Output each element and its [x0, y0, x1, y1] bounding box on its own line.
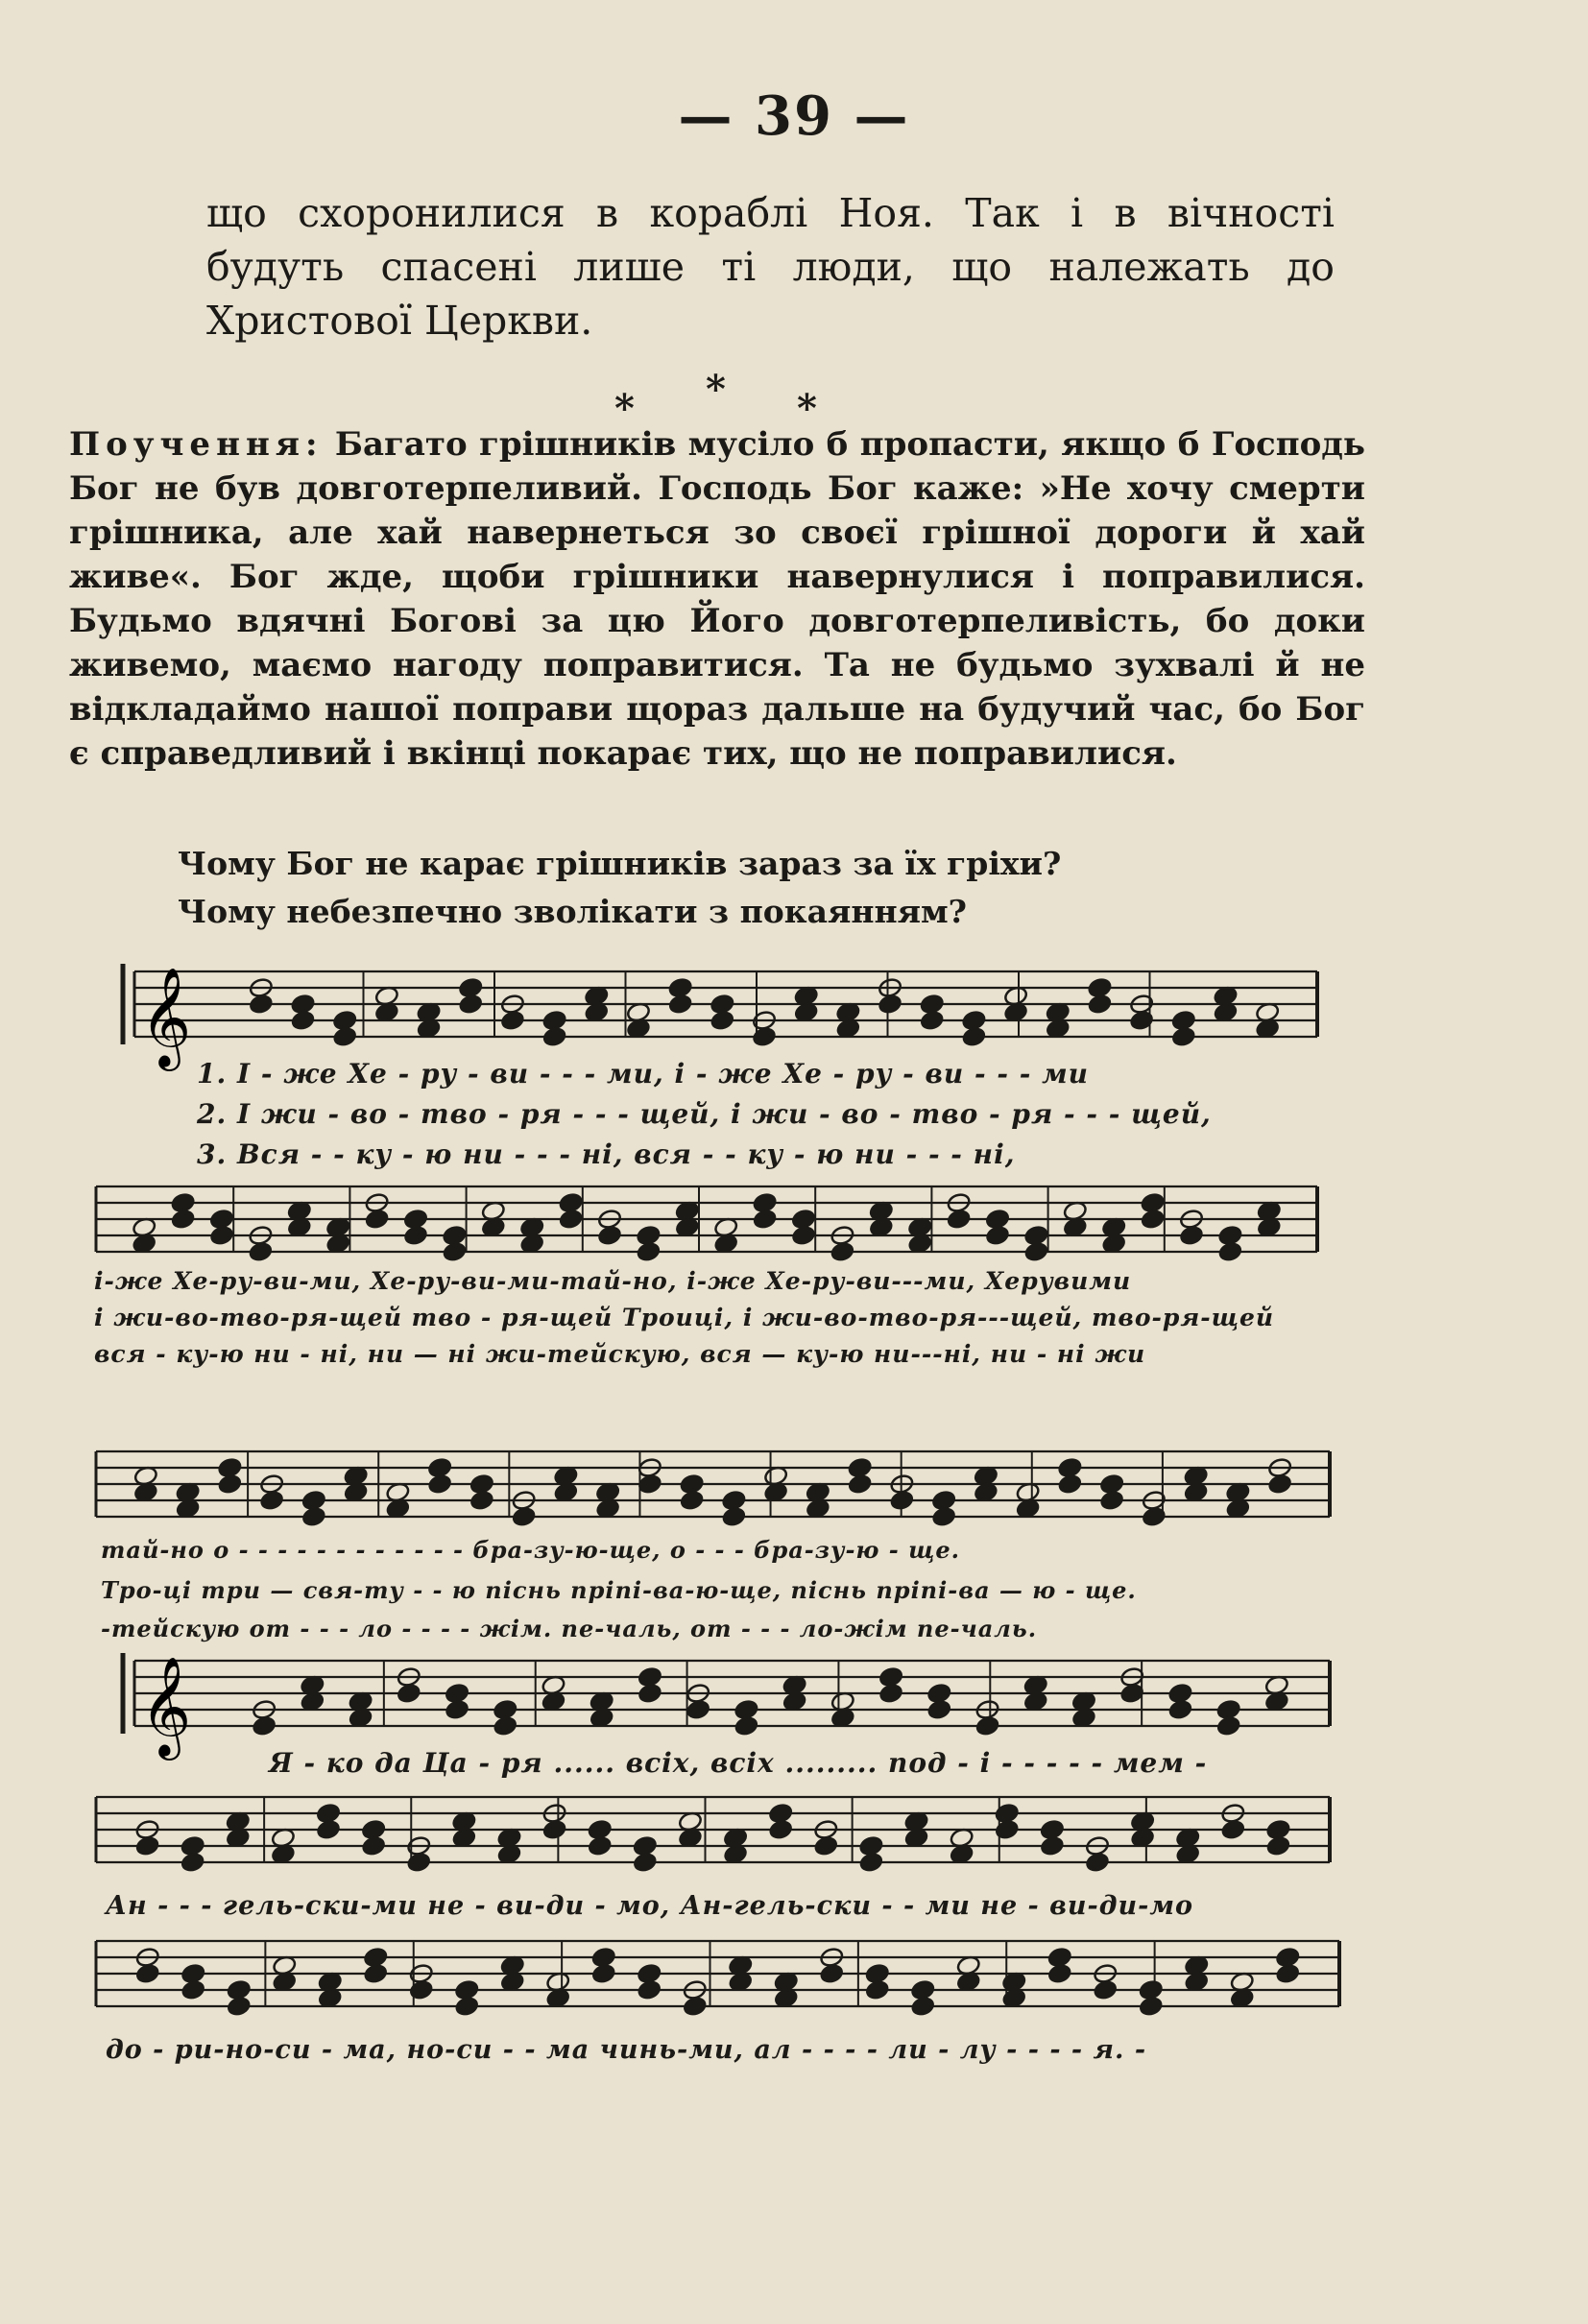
note-head — [1047, 1963, 1072, 1985]
note-head — [721, 1506, 746, 1528]
note-head — [1087, 994, 1112, 1016]
note-head — [559, 1209, 584, 1231]
note-head — [180, 1852, 205, 1874]
note-head — [791, 1225, 816, 1247]
note-head — [493, 1715, 517, 1737]
note-head — [633, 1852, 658, 1874]
lyric-line: Ан - - - гель-ски-ми не - ви-ди - мо, Ан-гель-ски - - ми не - ви-ди-мо — [106, 1891, 1194, 1921]
note-head — [636, 1241, 661, 1263]
note-head — [910, 1996, 935, 2018]
note-head — [363, 1963, 388, 1985]
note-head — [409, 1979, 434, 2001]
note-head — [1179, 1225, 1204, 1247]
lyric-line: -тейскую от - - - ло - - - - жім. пе-чаль, от - - - ло-жім пе-чаль. — [101, 1615, 1038, 1642]
lyric-line: і-же Хе-ру-ви-ми, Хе-ру-ви-ми-тай-но, і-же Хе-ру-ви---ми, Херувими — [94, 1267, 1132, 1295]
note-head — [752, 1026, 777, 1048]
note-head — [542, 1819, 567, 1841]
note-head — [985, 1225, 1010, 1247]
note-head — [171, 1209, 196, 1231]
note-head — [753, 1209, 778, 1231]
note-head — [947, 1209, 972, 1231]
note-head — [512, 1506, 537, 1528]
note-head — [926, 1699, 951, 1721]
note-head — [638, 1473, 662, 1496]
lyric-line: Тро-ці три — свя-ту - - ю піснь пріпі-ва-ю-ще, піснь пріпі-ва — ю - ще. — [101, 1576, 1137, 1604]
note-head — [259, 1490, 284, 1512]
note-head — [686, 1699, 710, 1721]
question-1: Чому Бог не карає грішників зараз за їх гріхи? — [178, 845, 1062, 882]
lesson-text: Багато грішників мусіло б пропасти, якщо б Господь Бог не був довготерпеливий. Господь Бог каже: »Не хочу смерти грішника, але хай навернеться зо своєї грішної дороги й хай живе«. Бог жде, щоби грішники навернулися і поправилися. Будьмо вдячні Богові за цю Його довготерпеливість, бо доки живемо, маємо нагоду поправитися. Та не будьмо зухвалі й не відкладаймо нашої поправи щораз дальше на будучий час, бо Бог є справедливий і вкінці покарає тих, що не поправилися. — [69, 425, 1365, 773]
note-head — [1099, 1490, 1124, 1512]
note-head — [454, 1996, 479, 2018]
note-head — [683, 1996, 708, 2018]
note-head — [734, 1715, 758, 1737]
lyric-line: 2. І жи - во - тво - ря - - - щей, і жи - во - тво - ря - - - щей, — [197, 1098, 1212, 1130]
note-head — [403, 1225, 428, 1247]
note-head — [542, 1026, 567, 1048]
note-head — [865, 1979, 890, 2001]
note-head — [1275, 1963, 1300, 1985]
note-head — [1139, 1996, 1164, 2018]
question-2: Чому небезпечно зволікати з покаянням? — [178, 893, 968, 930]
note-head — [1217, 1241, 1242, 1263]
opening-paragraph: що схоронилися в кораблі Ноя. Так і в вічності будуть спасені лише ті люди, що належать до Христової Церкви. — [206, 190, 1335, 344]
note-head — [1171, 1026, 1196, 1048]
lyric-line: Я - ко да Ца - ря ...... всіх, всіх ......... под - і - - - - - мем - — [269, 1747, 1208, 1779]
treble-clef: 𝄞 — [140, 967, 192, 1067]
note-head — [813, 1835, 838, 1857]
note-head — [252, 1715, 277, 1737]
note-head — [180, 1979, 205, 2001]
note-head — [878, 994, 902, 1016]
note-head — [920, 1010, 945, 1032]
note-head — [1267, 1473, 1292, 1496]
separator-star: * — [614, 386, 635, 431]
note-head — [1167, 1699, 1192, 1721]
lyric-line: тай-но о - - - - - - - - - - - - бра-зу-ю-ще, о - - - бра-зу-ю - ще. — [101, 1536, 960, 1564]
note-head — [227, 1996, 252, 2018]
lyric-line: 1. І - же Хе - ру - ви - - - ми, і - же Хе - ру - ви - - - ми — [197, 1058, 1090, 1090]
note-head — [1216, 1715, 1241, 1737]
note-head — [1085, 1852, 1110, 1874]
note-head — [710, 1010, 734, 1032]
note-head — [680, 1490, 705, 1512]
note-head — [668, 994, 693, 1016]
note-head — [637, 1979, 662, 2001]
note-head — [365, 1209, 390, 1231]
note-head — [974, 1715, 999, 1737]
separator-star: * — [797, 386, 817, 431]
note-head — [316, 1819, 341, 1841]
page-number: — 39 — — [678, 84, 910, 148]
note-head — [134, 1835, 159, 1857]
lyric-line: вся - ку-ю ни - ні, ни — ні жи-тейскую, вся — ку-ю ни---ні, ни - ні жи — [94, 1340, 1146, 1368]
note-head — [588, 1835, 613, 1857]
note-head — [889, 1490, 914, 1512]
note-head — [830, 1241, 854, 1263]
note-head — [1220, 1819, 1245, 1841]
note-head — [427, 1473, 452, 1496]
note-head — [1023, 1241, 1048, 1263]
note-head — [458, 994, 483, 1016]
note-head — [361, 1835, 386, 1857]
note-head — [1265, 1835, 1290, 1857]
note-head — [591, 1963, 616, 1985]
note-head — [597, 1225, 622, 1247]
lyric-line: до - ри-но-си - ма, но-си - - ма чинь-ми, ал - - - - ли - лу - - - - я. - — [106, 2035, 1147, 2065]
lesson-label: Поучення: — [69, 425, 324, 464]
note-head — [961, 1026, 986, 1048]
note-head — [290, 1010, 315, 1032]
treble-clef: 𝄞 — [140, 1656, 192, 1757]
note-head — [638, 1683, 662, 1705]
note-head — [878, 1683, 903, 1705]
note-head — [1141, 1209, 1166, 1231]
note-head — [469, 1490, 494, 1512]
separator-star: * — [706, 367, 726, 412]
note-head — [995, 1819, 1020, 1841]
note-head — [332, 1026, 357, 1048]
note-head — [1057, 1473, 1082, 1496]
note-head — [406, 1852, 431, 1874]
note-head — [135, 1963, 160, 1985]
note-head — [848, 1473, 873, 1496]
note-head — [445, 1699, 469, 1721]
note-head — [209, 1225, 234, 1247]
note-head — [1093, 1979, 1118, 2001]
note-head — [248, 1241, 273, 1263]
note-head — [397, 1683, 421, 1705]
lyric-line: і жи-во-тво-ря-щей тво - ря-щей Троиці, і жи-во-тво-ря---щей, тво-ря-щей — [94, 1304, 1275, 1331]
note-head — [442, 1241, 467, 1263]
note-head — [858, 1852, 883, 1874]
note-head — [249, 994, 274, 1016]
note-head — [819, 1963, 844, 1985]
lyric-line: 3. Вся - - ку - ю ни - - - ні, вся - - ку - ю ни - - - ні, — [197, 1138, 1016, 1170]
note-head — [301, 1506, 326, 1528]
note-head — [931, 1506, 956, 1528]
note-head — [1040, 1835, 1065, 1857]
note-head — [500, 1010, 525, 1032]
note-head — [768, 1819, 793, 1841]
note-head — [217, 1473, 242, 1496]
